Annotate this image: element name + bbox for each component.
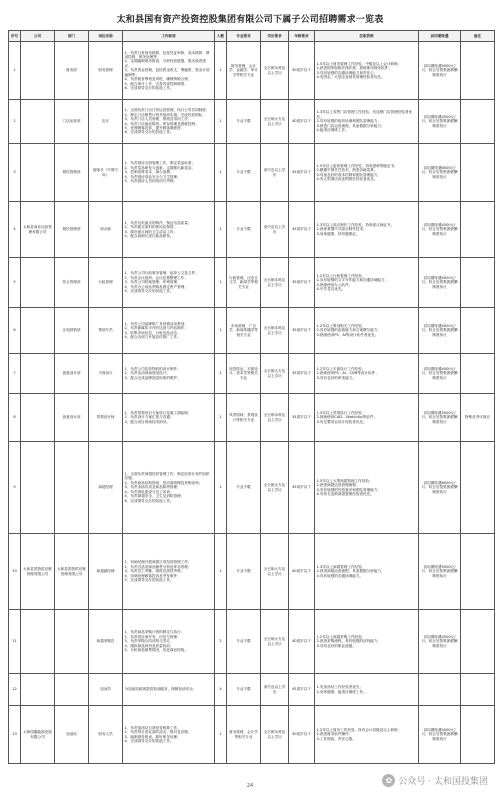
watermark-text: 公众号 · 太和国投集团 [398, 777, 488, 787]
table-row [9, 534, 495, 610]
cell-duties-line: 4、负责门店商品陈列、库存管理及损耗控制； [124, 121, 199, 126]
page-title: 太和县国有资产投资控股集团有限公司下属子公司招聘需求一览表 [116, 15, 384, 25]
cell-note [461, 534, 495, 610]
table-row [9, 706, 495, 764]
cell-quals-line: 1.有加油站工作经验者优先； [316, 685, 364, 690]
cell-age: 35周岁以下 [289, 258, 315, 308]
cell-duties-line: 4、配合各部门开展宣传推广工作。 [124, 334, 181, 339]
cell-duties-line: 4、完成领导交办的其他工作。 [124, 738, 174, 743]
cell-quals [315, 442, 419, 534]
cell-company [21, 674, 55, 706]
cell-position: 财务人员 [89, 706, 123, 764]
cell-quals-line: 3.熟悉门店运营流程，具备数据分析能力； [316, 123, 385, 128]
cell-duties-line: 3、负责卖场布局及商品陈列管理； [124, 485, 181, 490]
cell-company: 太和国鑫能源发展有限公司 [21, 706, 55, 764]
cell-quals-line: 2.熟悉国家财税法律法规，熟练使用财务软件； [316, 66, 392, 71]
col-header-duties: 工作职责 [123, 31, 215, 42]
cell-pay: 试用期待遇4000元/月，转正后按集团薪酬制度执行 [419, 354, 461, 394]
table-row [9, 674, 495, 706]
cell-duties [123, 100, 215, 144]
cell-duties-line: 3、配合完成品牌视觉形象的维护。 [124, 375, 181, 380]
cell-no: 9 [9, 442, 21, 534]
cell-edu: 全日制本科及以上学历 [261, 394, 289, 442]
cell-duties-line: 3、配合项目现场技术指导。 [124, 419, 170, 424]
cell-quals-line: 2.具有较强的创意能力和文案撰写能力； [316, 328, 382, 333]
cell-major: 专业不限 [227, 202, 261, 258]
cell-company [21, 258, 55, 308]
cell-duties-line: 1、负责商品采购计划的制定与执行； [124, 630, 185, 635]
cell-quals-line: 3.具备良好的成本控制和团队管理能力； [316, 172, 382, 177]
cell-edu: 高中及以上学历 [261, 202, 289, 258]
col-header-dept: 部门 [55, 31, 89, 42]
cell-position: 平面设计 [89, 354, 123, 394]
table-row [9, 442, 495, 534]
table-row [9, 100, 495, 144]
col-header-edu: 学历要求 [261, 31, 289, 42]
cell-quals-line: 4.能适应倒班工作。 [316, 128, 349, 133]
cell-duties-line: 3、控制食材成本，减少浪费； [124, 170, 174, 175]
cell-duties-line: 2、负责菜品研发与创新，定期推出新菜品； [124, 165, 196, 170]
col-header-major: 专业要求 [227, 31, 261, 42]
cell-age: 40周岁以下 [289, 100, 315, 144]
table-header-row [9, 31, 495, 42]
cell-count: 1 [215, 100, 227, 144]
cell-duties [123, 674, 215, 706]
cell-duties-line: 1、全面负责门店日常运营管理，执行公司各项制度； [124, 108, 210, 113]
cell-dept: 创意设计部 [55, 354, 89, 394]
cell-quals-line: 3.具有较强的沟通协调能力。 [316, 573, 364, 578]
cell-quals-line: 2.熟悉采购流程，具有较强的谈判能力； [316, 639, 382, 644]
cell-no: 12 [9, 674, 21, 706]
cell-quals [315, 202, 419, 258]
cell-duties [123, 202, 215, 258]
recruitment-table [8, 30, 495, 764]
cell-quals-line: 3.具有良好的职业道德。 [316, 643, 356, 648]
cell-no: 1 [9, 42, 21, 100]
cell-position: 策划专员 [89, 308, 123, 354]
cell-note [461, 674, 495, 706]
table-row [9, 394, 495, 442]
cell-no: 10 [9, 534, 21, 610]
cell-no: 13 [9, 706, 21, 764]
cell-duties-line: 4、负责厨房食品安全与卫生管理； [124, 174, 181, 179]
cell-duties [123, 258, 215, 308]
col-header-count: 人数 [215, 31, 227, 42]
cell-quals-line: 1.5年以上大型商超管理工作经验； [316, 478, 373, 483]
cell-pay: 试用期待遇4500元/月，转正后按集团薪酬制度执行 [419, 202, 461, 258]
cell-age: 45周岁以下 [289, 442, 315, 534]
watermark [382, 774, 488, 787]
cell-duties [123, 442, 215, 534]
cell-age: 45周岁以下 [289, 202, 315, 258]
cell-age: 40周岁以下 [289, 534, 315, 610]
cell-age: 35周岁以下 [289, 354, 315, 394]
cell-company [21, 394, 55, 442]
cell-duties-line: 1、负责公司宣传物料的设计制作； [124, 366, 181, 371]
cell-duties-line: 1、负责公司品牌推广及营销活动策划； [124, 321, 188, 326]
cell-dept: 门店运营部 [55, 100, 89, 144]
cell-major: 专业不限 [227, 674, 261, 706]
cell-major: 财务管理、会计学、金融学、审计学等相关专业 [227, 42, 261, 100]
cell-duties-line: 5、处理顾客投诉，提升顾客满意度； [124, 125, 185, 130]
cell-edu: 高中及以上学历 [261, 674, 289, 706]
cell-quals-line: 1.2年以上商超采购工作经验； [316, 634, 366, 639]
cell-count: 1 [215, 42, 227, 100]
cell-company: 太和县国资供应链管理有限公司 [21, 534, 55, 610]
cell-position: 财务管理 [89, 42, 123, 100]
cell-duties-line: 4、负责办公用品采购及固定资产管理； [124, 284, 188, 289]
cell-age: 45周岁以下 [289, 674, 315, 706]
cell-position: 行政管理 [89, 258, 123, 308]
cell-edu: 全日制大专及以上学历 [261, 354, 289, 394]
cell-quals-line: 3.熟练使用PS、AI等设计软件者优先。 [316, 332, 379, 337]
cell-note [461, 100, 495, 144]
cell-company: 太和县商业运营管理有限公司 [21, 202, 55, 258]
cell-duties-line: 1、负责景观项目方案设计及施工图绘制； [124, 410, 192, 415]
cell-pay [419, 674, 461, 706]
cell-edu: 全日制本科及以上学历 [261, 258, 289, 308]
table-body [9, 42, 495, 764]
col-header-company: 公司 [21, 31, 55, 42]
cell-no: 8 [9, 394, 21, 442]
col-header-age: 年龄要求 [289, 31, 315, 42]
cell-duties-line: 3、收集市场信息，分析竞品动态； [124, 330, 181, 335]
cell-quals-line: 4.中共党员优先。 [316, 286, 346, 291]
cell-quals-line: 4.有知名连锁商超管理经验者优先。 [316, 491, 374, 496]
wechat-icon: ✿ [382, 774, 395, 787]
cell-duties [123, 308, 215, 354]
cell-age: 40周岁以下 [289, 610, 315, 674]
cell-duties [123, 394, 215, 442]
cell-quals-line: 1.3年以上景观设计工作经验； [316, 410, 366, 415]
cell-company [21, 100, 55, 144]
cell-duties-line: 5、配合审计工作，完善内部控制制度； [124, 81, 188, 86]
cell-pay: 试用期待遇4000元/月，转正后按集团薪酬制度执行 [419, 258, 461, 308]
cell-age: 40周岁以下 [289, 706, 315, 764]
cell-duties-line: 2、定期编制财务报表，分析经营数据，提出改进建议； [124, 59, 206, 68]
col-header-quals: 任职资格 [315, 31, 419, 42]
cell-quals-line: 2.精通中餐烹饪技术，熟悉各地菜系； [316, 168, 378, 173]
cell-pay: 试用期待遇4000元/月，转正后按集团薪酬制度执行 [419, 706, 461, 764]
cell-count: 1 [215, 442, 227, 534]
cell-quals [315, 610, 419, 674]
cell-count: 1 [215, 258, 227, 308]
col-header-position: 岗位名称 [89, 31, 123, 42]
cell-quals-line: 2.身体健康，能适应倒班工作。 [316, 689, 367, 694]
cell-note [461, 144, 495, 202]
cell-quals-line: 3.具有良好的审美能力。 [316, 375, 356, 380]
cell-quals-line: 2.具有较强的组织协调和团队管理能力； [316, 119, 382, 124]
cell-quals [315, 144, 419, 202]
cell-duties-line: 2、负责设计方案汇报与沟通； [124, 415, 174, 420]
cell-company [21, 610, 55, 674]
cell-edu: 高中及以上学历 [261, 144, 289, 202]
cell-duties-line: 为加油站顾客提供加油服务，保障加油安全。 [124, 687, 197, 692]
cell-major: 财务管理、会计学等相关专业 [227, 706, 261, 764]
cell-pay: 试用期待遇5000元/月，转正后按集团薪酬制度执行 [419, 42, 461, 100]
col-header-note: 备注 [461, 31, 495, 42]
table-row [9, 354, 495, 394]
cell-duties-line: 2、负责供应商开发、评估与管理； [124, 634, 181, 639]
cell-duties-line: 3、编制财务报表，做好账务处理； [124, 734, 181, 739]
cell-quals-line: 1.2年以上财务工作经验，持有会计初级及以上职称； [316, 727, 402, 732]
cell-quals-line: 2.熟悉商超运营流程，具备数据分析能力； [316, 569, 385, 574]
cell-note [461, 308, 495, 354]
cell-dept [55, 674, 89, 706]
cell-position: 厨师长（中餐方向） [89, 144, 123, 202]
cell-quals-line: 3.有完整项目设计经验者优先。 [316, 419, 367, 424]
cell-duties-line: 4、配合厨师长进行新品研发。 [124, 233, 174, 238]
cell-count: 1 [215, 706, 227, 764]
cell-duties-line: 4、协调处理顾客投诉及突发事件； [124, 573, 181, 578]
table-row [9, 308, 495, 354]
cell-note [461, 610, 495, 674]
cell-position: 店长 [89, 100, 123, 144]
cell-quals [315, 354, 419, 394]
cell-duties [123, 144, 215, 202]
cell-duties-line: 2、负责每日营业款的清点、核对及存缴； [124, 730, 192, 735]
cell-edu: 全日制大专及以上学历 [261, 534, 289, 610]
cell-dept: 加油站 [55, 706, 89, 764]
cell-quals-line: 2.熟悉商超运营管理流程； [316, 483, 360, 488]
cell-quals-line: 2.熟悉财务软件操作； [316, 732, 353, 737]
cell-duties-line: 3、负责采购合同谈判与签订； [124, 639, 174, 644]
cell-quals-line: 1.2年以上平面设计工作经验； [316, 366, 366, 371]
cell-pay: 试用期待遇4500元/月，转正后按集团薪酬制度执行 [419, 100, 461, 144]
cell-duties [123, 534, 215, 610]
page-number: 24 [246, 783, 254, 789]
cell-quals-line: 2.熟练掌握中式面点制作技术； [316, 227, 367, 232]
cell-dept: 企划营销部 [55, 308, 89, 354]
cell-age: 35周岁以下 [289, 394, 315, 442]
cell-dept: 太和县国资供应链管理有限公司 [55, 534, 89, 610]
cell-major: 行政管理、汉语言文学、新闻学等相关专业 [227, 258, 261, 308]
cell-count: 1 [215, 202, 227, 258]
cell-age: 35周岁以下 [289, 308, 315, 354]
cell-duties-line: 1、负责各类面点的制作，保证出品质量； [124, 220, 192, 225]
cell-company [21, 144, 55, 202]
cell-quals-line: 2.具有较强的文字写作能力和沟通协调能力； [316, 278, 389, 283]
cell-no: 2 [9, 100, 21, 144]
cell-duties-line: 4、负责团队建设与员工培训； [124, 489, 174, 494]
cell-duties [123, 354, 215, 394]
cell-quals-line: 1.2年以上行政管理工作经验； [316, 273, 366, 278]
cell-duties-line: 2、制定门店销售计划并组织实施，完成经营指标； [124, 112, 206, 117]
cell-major: 专业不限 [227, 534, 261, 610]
cell-no: 6 [9, 308, 21, 354]
cell-position: 商超副经理 [89, 534, 123, 610]
cell-note [461, 258, 495, 308]
cell-duties-line: 6、完成领导交办的其他工作。 [124, 85, 174, 90]
cell-duties-line: 2、负责面点原料的领用及保管； [124, 225, 178, 230]
cell-note [461, 202, 495, 258]
cell-position: 加油员 [89, 674, 123, 706]
table-row [9, 42, 495, 100]
cell-quals-line: 2.熟练使用PS、AI、CDR等设计软件； [316, 371, 379, 376]
cell-major: 专业不限 [227, 100, 261, 144]
cell-quals-line: 1.3年以上面点制作工作经验，持有面点师证书； [316, 222, 395, 227]
cell-company [21, 442, 55, 534]
cell-pay: 试用期待遇4000元/月，转正后按集团薪酬制度执行 [419, 308, 461, 354]
cell-position: 商超经理 [89, 442, 123, 534]
cell-duties-line: 1、协助经理开展商超日常经营管理工作； [124, 560, 192, 565]
cell-duties-line: 5、负责厨房人员的培训与考核。 [124, 179, 178, 184]
cell-pay: 试用期待遇6000元/月，转正后按集团薪酬制度执行 [419, 442, 461, 534]
cell-duties-line: 5、分析商品销售情况，优化商品结构。 [124, 648, 188, 653]
cell-quals [315, 674, 419, 706]
cell-duties-line: 5、完成领导交办的其他工作。 [124, 578, 174, 583]
cell-company [21, 42, 55, 100]
cell-count: 1 [215, 308, 227, 354]
cell-major: 专业不限 [227, 442, 261, 534]
cell-quals-line: 3.工作细致，责任心强。 [316, 736, 356, 741]
cell-duties-line: 6、完成领导交办的其他工作。 [124, 130, 174, 135]
cell-note [461, 42, 495, 100]
cell-edu: 全日制本科及以上学历 [261, 706, 289, 764]
cell-duties [123, 610, 215, 674]
cell-duties [123, 706, 215, 764]
cell-quals-line: 1.5年以上财务管理工作经验，中级及以上会计职称； [316, 61, 402, 66]
cell-duties-line: 2、负责商品结构规划、供应商管理及采购谈判； [124, 480, 203, 485]
cell-duties-line: 3、负责资金管理，包括资金收支、筹融资、资金计划编制等； [124, 68, 210, 77]
cell-quals-line: 1.2年以上策划相关工作经验； [316, 323, 366, 328]
cell-dept [55, 610, 89, 674]
cell-quals [315, 308, 419, 354]
cell-duties-line: 1、负责厨房全面管理工作，制定菜品标准； [124, 161, 196, 166]
cell-quals [315, 534, 419, 610]
cell-dept: 创意设计部 [55, 394, 89, 442]
cell-position: 景观设计师 [89, 394, 123, 442]
cell-count: 1 [215, 144, 227, 202]
cell-duties-line: 1、负责加油站日常财务核算工作； [124, 725, 181, 730]
cell-quals-line: 4.有国企、大型企业财务管理经验者优先。 [316, 74, 385, 79]
cell-count: 1 [215, 354, 227, 394]
cell-age: 45周岁以下 [289, 144, 315, 202]
cell-age: 40周岁以下 [289, 42, 315, 100]
cell-pay: 试用期待遇5000元/月，转正后按集团薪酬制度执行 [419, 534, 461, 610]
cell-quals [315, 706, 419, 764]
table-row [9, 144, 495, 202]
cell-duties-line: 1、负责日常财务核算，包括凭证审核、成本核算、费用控制、账务处理等； [124, 50, 210, 60]
cell-count: 4 [215, 674, 227, 706]
cell-major: 风景园林、景观设计等相关专业 [227, 394, 261, 442]
cell-edu: 全日制大专及以上学历 [261, 442, 289, 534]
cell-major: 市场营销、广告学、新闻传播学等相关专业 [227, 308, 261, 354]
cell-quals [315, 42, 419, 100]
cell-edu: 全日制本科及以上学历 [261, 42, 289, 100]
cell-duties-line: 6、完成领导交办的其他工作。 [124, 498, 174, 503]
cell-pay: 试用期待遇4500元/月，转正后按集团薪酬制度执行 [419, 610, 461, 674]
table-row [9, 610, 495, 674]
cell-duties-line: 2、负责活动现场视觉设计； [124, 371, 170, 376]
cell-pay: 试用期待遇5000元/月，转正后按集团薪酬制度执行 [419, 394, 461, 442]
col-header-no: 序号 [9, 31, 21, 42]
cell-quals-line: 2.熟练使用CAD、SketchUp等软件； [316, 415, 378, 420]
cell-duties-line: 5、负责商超安全、卫生及消防管理； [124, 494, 185, 499]
cell-note: 特殊优秀可面议 [461, 394, 495, 442]
cell-duties-line: 3、负责员工考勤、排班及绩效考核； [124, 569, 185, 574]
cell-no: 7 [9, 354, 21, 394]
cell-quals-line: 3.具有较强的经营意识和团队管理能力； [316, 487, 382, 492]
cell-dept: 餐饮管理部 [55, 144, 89, 202]
cell-quals-line: 4.有大型酒店或连锁餐饮经验者优先。 [316, 176, 378, 181]
cell-dept: 餐饮管理部 [55, 202, 89, 258]
cell-duties-line: 3、负责公司档案管理、印章管理； [124, 280, 181, 285]
cell-count: 1 [215, 394, 227, 442]
cell-duties-line: 4、跟踪商品到货及质量验收； [124, 643, 174, 648]
cell-quals-line: 3.熟练使用办公软件； [316, 282, 353, 287]
cell-quals-line: 1.3年以上零售门店管理工作经验，有连锁门店管理经验者优先； [316, 110, 413, 119]
cell-position: 商超采购员 [89, 610, 123, 674]
cell-no: 4 [9, 202, 21, 258]
cell-no: 3 [9, 144, 21, 202]
cell-dept: 财务部 [55, 42, 89, 100]
cell-duties [123, 42, 215, 100]
cell-dept: 综合管理部 [55, 258, 89, 308]
cell-quals [315, 100, 419, 144]
cell-duties-line: 2、负责各品类商品销售分析及库存管理； [124, 564, 192, 569]
cell-quals [315, 394, 419, 442]
cell-duties-line: 3、负责门店人员管理、排班及培训工作； [124, 117, 192, 122]
cell-edu: 全日制本科及以上学历 [261, 308, 289, 354]
cell-edu: 全日制大专及以上学历 [261, 610, 289, 674]
cell-quals-line: 1.5年以上厨房管理工作经验，持有厨师等级证书； [316, 163, 398, 168]
cell-duties-line: 1、负责公司行政事务管理，起草公文及文件； [124, 271, 199, 276]
cell-major: 视觉传达、平面设计、美术学等相关专业 [227, 354, 261, 394]
cell-position: 面点师 [89, 202, 123, 258]
cell-quals [315, 258, 419, 308]
cell-duties-line: 1、全面负责商超经营管理工作，制定经营计划并组织实施； [124, 472, 210, 481]
cell-major: 专业不限 [227, 144, 261, 202]
cell-duties-line: 2、负责会议组织、会议纪要整理工作； [124, 275, 188, 280]
table-row [9, 202, 495, 258]
cell-duties-line: 4、负责税务筹划及申报，确保纳税合规； [124, 77, 192, 82]
cell-duties-line: 3、做好面点间的卫生清洁工作； [124, 229, 178, 234]
cell-duties-line: 2、负责新媒体平台的运营与内容制作； [124, 326, 188, 331]
cell-major: 专业不限 [227, 610, 261, 674]
col-header-pay: 试用期待遇 [419, 31, 461, 42]
cell-note [461, 706, 495, 764]
cell-quals-line: 1.3年以上商超管理工作经验； [316, 564, 366, 569]
cell-count: 1 [215, 534, 227, 610]
cell-company [21, 354, 55, 394]
cell-note [461, 354, 495, 394]
cell-pay: 试用期待遇6000元/月，转正后按集团薪酬制度执行 [419, 144, 461, 202]
cell-edu: 全日制大专及以上学历 [261, 100, 289, 144]
cell-note [461, 442, 495, 534]
cell-company [21, 308, 55, 354]
cell-no: 5 [9, 258, 21, 308]
cell-duties-line: 5、完成领导交办的其他工作。 [124, 289, 174, 294]
cell-quals-line: 3.身体健康，持有健康证。 [316, 231, 360, 236]
table-row [9, 258, 495, 308]
cell-quals-line: 3.具有较强的沟通协调能力和责任心； [316, 70, 378, 75]
cell-dept [55, 442, 89, 534]
cell-no: 11 [9, 610, 21, 674]
cell-count: 2 [215, 610, 227, 674]
